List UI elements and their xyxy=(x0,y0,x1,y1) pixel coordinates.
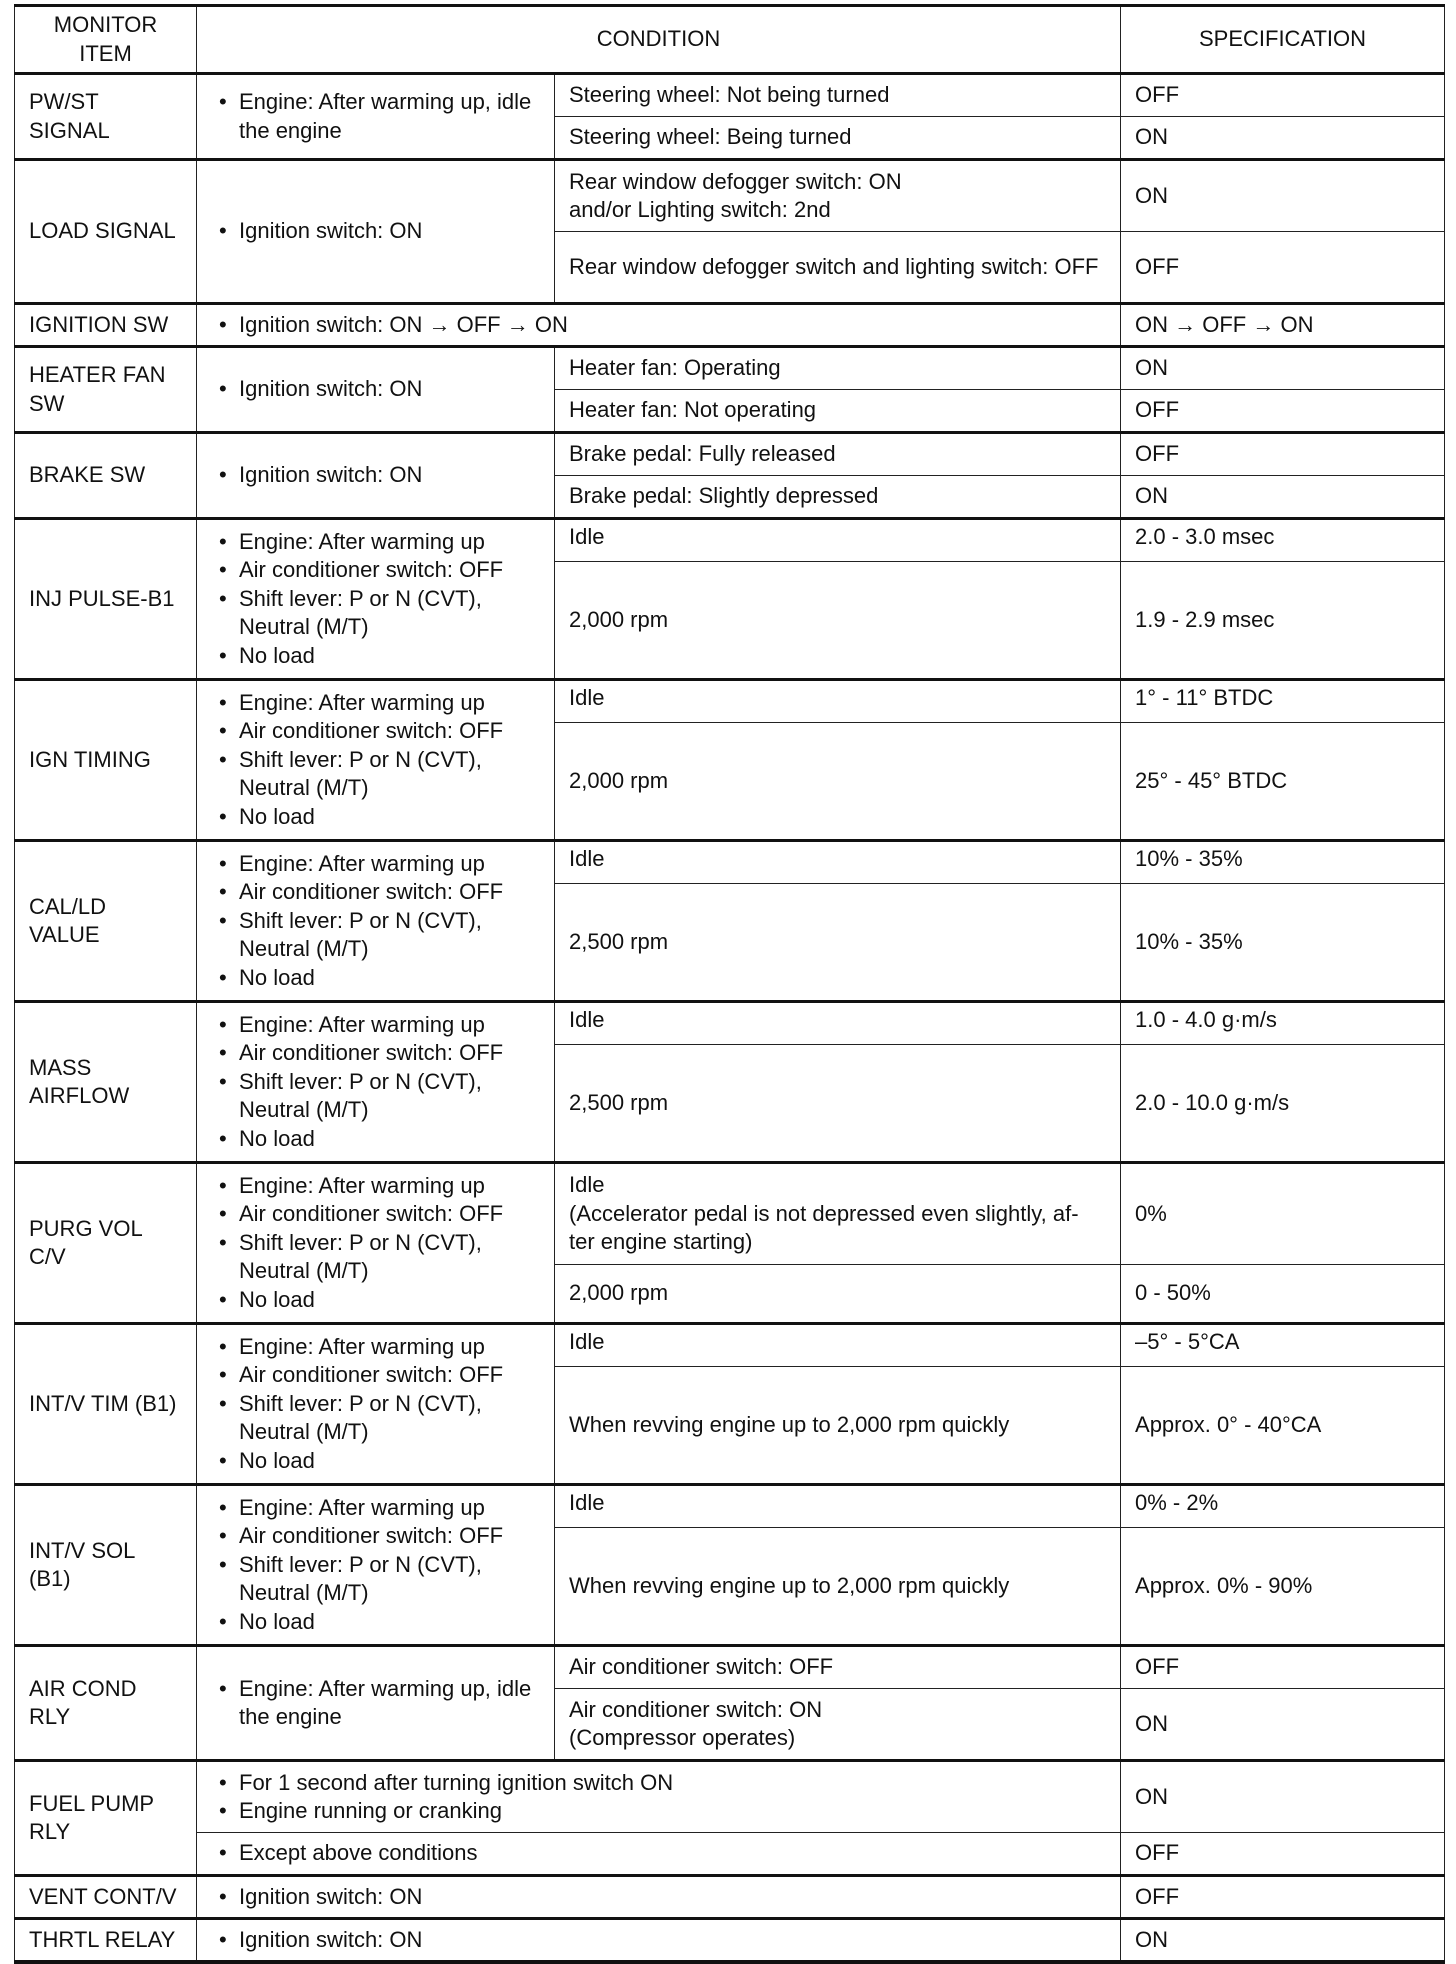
condition-sub: Idle (Accelerator pedal is not depressed even slightly, af- ter engine starting) xyxy=(555,1163,1121,1265)
condition-bullet: • Ignition switch: ON xyxy=(211,461,540,490)
specification-value: 10% - 35% xyxy=(1121,841,1445,884)
specification-value: OFF xyxy=(1121,1876,1445,1919)
specification-value: ON → OFF → ON xyxy=(1121,304,1445,347)
monitor-item: INT/V SOL (B1) xyxy=(15,1485,197,1646)
table-row xyxy=(15,160,1445,232)
condition-bullet: • Engine: After warming up xyxy=(211,1494,540,1523)
specification-value: OFF xyxy=(1121,1833,1445,1876)
specification-value: OFF xyxy=(1121,232,1445,304)
condition-bullet: • Shift lever: P or N (CVT), Neutral (M/T) xyxy=(211,907,540,964)
monitor-item: AIR COND RLY xyxy=(15,1646,197,1761)
condition-sub: When revving engine up to 2,000 rpm quickly xyxy=(555,1528,1121,1646)
condition-sub: Brake pedal: Slightly depressed xyxy=(555,476,1121,519)
condition-main xyxy=(197,304,1121,347)
table-row xyxy=(15,304,1445,347)
specification-value: 25° - 45° BTDC xyxy=(1121,723,1445,841)
specification-value: ON xyxy=(1121,1689,1445,1761)
condition-bullet: • Ignition switch: ON xyxy=(211,217,540,246)
specification-value: ON xyxy=(1121,160,1445,232)
condition-list xyxy=(211,1926,1106,1955)
condition-bullet: • Engine: After warming up xyxy=(211,1333,540,1362)
table-row xyxy=(15,1163,1445,1265)
condition-bullet: • Engine: After warming up xyxy=(211,850,540,879)
specification-value: ON xyxy=(1121,347,1445,390)
condition-list xyxy=(211,1172,540,1315)
table-row xyxy=(15,1876,1445,1919)
condition-sub: 2,000 rpm xyxy=(555,1265,1121,1324)
condition-bullet: • Except above conditions xyxy=(211,1839,1106,1868)
condition-sub: Rear window defogger switch: ON and/or Lighting switch: 2nd xyxy=(555,160,1121,232)
specification-value: 0% xyxy=(1121,1163,1445,1265)
condition-list xyxy=(211,1494,540,1637)
condition-sub: When revving engine up to 2,000 rpm quickly xyxy=(555,1367,1121,1485)
monitor-item: THRTL RELAY xyxy=(15,1919,197,1962)
condition-bullet: • No load xyxy=(211,1286,540,1315)
condition-bullet: • For 1 second after turning ignition switch ON xyxy=(211,1769,1106,1798)
table-row xyxy=(15,1324,1445,1367)
condition-bullet: • Engine: After warming up xyxy=(211,528,540,557)
condition-list xyxy=(211,1839,1106,1868)
condition-sub: Idle xyxy=(555,1002,1121,1045)
monitor-item: VENT CONT/V xyxy=(15,1876,197,1919)
table-row xyxy=(15,74,1445,117)
condition-list xyxy=(211,689,540,832)
monitor-item: FUEL PUMP RLY xyxy=(15,1761,197,1876)
monitor-item: LOAD SIGNAL xyxy=(15,160,197,304)
header-specification: SPECIFICATION xyxy=(1121,6,1445,74)
table-row xyxy=(15,519,1445,562)
condition-list xyxy=(211,1883,1106,1912)
monitor-item: PURG VOL C/V xyxy=(15,1163,197,1324)
condition-sub: Air conditioner switch: ON (Compressor operates) xyxy=(555,1689,1121,1761)
condition-bullet: • Shift lever: P or N (CVT), Neutral (M/T) xyxy=(211,1068,540,1125)
table-row xyxy=(15,680,1445,723)
condition-sub: Rear window defogger switch and lighting switch: OFF xyxy=(555,232,1121,304)
condition-sub: Idle xyxy=(555,680,1121,723)
table-row xyxy=(15,347,1445,390)
condition-bullet: • Engine: After warming up, idle the engine xyxy=(211,88,540,145)
condition-sub: Idle xyxy=(555,841,1121,884)
specification-value: 1.9 - 2.9 msec xyxy=(1121,562,1445,680)
condition-sub: Heater fan: Not operating xyxy=(555,390,1121,433)
condition-bullet: • Air conditioner switch: OFF xyxy=(211,1522,540,1551)
condition-bullet: • No load xyxy=(211,803,540,832)
condition-bullet: • Shift lever: P or N (CVT), Neutral (M/T) xyxy=(211,1551,540,1608)
condition-bullet: • Engine: After warming up xyxy=(211,1011,540,1040)
condition-sub: 2,000 rpm xyxy=(555,562,1121,680)
table-row xyxy=(15,1485,1445,1528)
condition-bullet: • Shift lever: P or N (CVT), Neutral (M/T) xyxy=(211,746,540,803)
table-row xyxy=(15,1919,1445,1962)
condition-sub: 2,500 rpm xyxy=(555,1045,1121,1163)
condition-bullet: • Engine: After warming up, idle the engine xyxy=(211,1675,540,1732)
condition-bullet: • Ignition switch: ON xyxy=(211,1883,1106,1912)
condition-sub: Steering wheel: Being turned xyxy=(555,117,1121,160)
specification-value: OFF xyxy=(1121,74,1445,117)
condition-sub: 2,500 rpm xyxy=(555,884,1121,1002)
specification-value: OFF xyxy=(1121,1646,1445,1689)
specification-value: ON xyxy=(1121,476,1445,519)
header-monitor-item: MONITOR ITEM xyxy=(15,6,197,74)
condition-main xyxy=(197,160,555,304)
condition-bullet: • Shift lever: P or N (CVT), Neutral (M/T) xyxy=(211,1390,540,1447)
condition-sub: Brake pedal: Fully released xyxy=(555,433,1121,476)
monitor-item: MASS AIRFLOW xyxy=(15,1002,197,1163)
condition-main xyxy=(197,1761,1121,1833)
condition-bullet: • No load xyxy=(211,642,540,671)
condition-main xyxy=(197,74,555,160)
specification-value: 1.0 - 4.0 g·m/s xyxy=(1121,1002,1445,1045)
table-row xyxy=(15,1002,1445,1045)
condition-list xyxy=(211,1011,540,1154)
condition-list xyxy=(211,375,540,404)
specification-value: 10% - 35% xyxy=(1121,884,1445,1002)
condition-bullet: • Air conditioner switch: OFF xyxy=(211,878,540,907)
condition-main xyxy=(197,519,555,680)
specification-value: –5° - 5°CA xyxy=(1121,1324,1445,1367)
condition-bullet: • Air conditioner switch: OFF xyxy=(211,1361,540,1390)
condition-sub: Heater fan: Operating xyxy=(555,347,1121,390)
specification-value: OFF xyxy=(1121,433,1445,476)
monitor-item: IGNITION SW xyxy=(15,304,197,347)
condition-bullet: • Air conditioner switch: OFF xyxy=(211,1039,540,1068)
condition-main xyxy=(197,1919,1121,1962)
condition-list xyxy=(211,461,540,490)
condition-bullet: • Engine running or cranking xyxy=(211,1797,1106,1826)
condition-main xyxy=(197,1163,555,1324)
specification-value: ON xyxy=(1121,117,1445,160)
condition-main xyxy=(197,680,555,841)
table-row xyxy=(15,1761,1445,1833)
monitor-spec-table xyxy=(14,4,1445,1964)
condition-bullet: • Ignition switch: ON xyxy=(211,375,540,404)
condition-bullet: • Engine: After warming up xyxy=(211,689,540,718)
monitor-item: IGN TIMING xyxy=(15,680,197,841)
condition-main xyxy=(197,841,555,1002)
condition-list xyxy=(211,1769,1106,1826)
condition-list xyxy=(211,1333,540,1476)
condition-main xyxy=(197,1876,1121,1919)
condition-bullet: • No load xyxy=(211,1125,540,1154)
condition-sub: 2,000 rpm xyxy=(555,723,1121,841)
specification-value: Approx. 0% - 90% xyxy=(1121,1528,1445,1646)
condition-main xyxy=(197,433,555,519)
condition-sub: Idle xyxy=(555,1485,1121,1528)
condition-list xyxy=(211,311,1106,340)
condition-main xyxy=(197,1646,555,1761)
specification-value: ON xyxy=(1121,1919,1445,1962)
condition-list xyxy=(211,528,540,671)
condition-main xyxy=(197,347,555,433)
table-row xyxy=(15,841,1445,884)
table-row xyxy=(15,433,1445,476)
condition-bullet: • Air conditioner switch: OFF xyxy=(211,717,540,746)
condition-bullet: • No load xyxy=(211,1608,540,1637)
condition-main xyxy=(197,1002,555,1163)
monitor-item: CAL/LD VALUE xyxy=(15,841,197,1002)
header-condition: CONDITION xyxy=(197,6,1121,74)
condition-main xyxy=(197,1324,555,1485)
condition-bullet: • Engine: After warming up xyxy=(211,1172,540,1201)
condition-sub: Steering wheel: Not being turned xyxy=(555,74,1121,117)
condition-list xyxy=(211,217,540,246)
monitor-item: INT/V TIM (B1) xyxy=(15,1324,197,1485)
monitor-item: PW/ST SIGNAL xyxy=(15,74,197,160)
condition-sub: Air conditioner switch: OFF xyxy=(555,1646,1121,1689)
condition-main xyxy=(197,1833,1121,1876)
specification-value: 2.0 - 3.0 msec xyxy=(1121,519,1445,562)
condition-bullet: • Air conditioner switch: OFF xyxy=(211,556,540,585)
monitor-item: BRAKE SW xyxy=(15,433,197,519)
condition-bullet: • Ignition switch: ON → OFF → ON xyxy=(211,311,1106,340)
condition-bullet: • Shift lever: P or N (CVT), Neutral (M/T) xyxy=(211,1229,540,1286)
specification-value: 0% - 2% xyxy=(1121,1485,1445,1528)
condition-list xyxy=(211,1675,540,1732)
condition-bullet: • No load xyxy=(211,1447,540,1476)
specification-value: 2.0 - 10.0 g·m/s xyxy=(1121,1045,1445,1163)
table-row xyxy=(15,1646,1445,1689)
specification-value: Approx. 0° - 40°CA xyxy=(1121,1367,1445,1485)
monitor-item: INJ PULSE-B1 xyxy=(15,519,197,680)
specification-value: 1° - 11° BTDC xyxy=(1121,680,1445,723)
specification-value: OFF xyxy=(1121,390,1445,433)
condition-bullet: • No load xyxy=(211,964,540,993)
table-row xyxy=(15,1833,1445,1876)
condition-bullet: • Air conditioner switch: OFF xyxy=(211,1200,540,1229)
condition-list xyxy=(211,850,540,993)
condition-sub: Idle xyxy=(555,519,1121,562)
monitor-item: HEATER FAN SW xyxy=(15,347,197,433)
condition-bullet: • Shift lever: P or N (CVT), Neutral (M/T) xyxy=(211,585,540,642)
specification-value: ON xyxy=(1121,1761,1445,1833)
table-header-row xyxy=(15,6,1445,74)
condition-list xyxy=(211,88,540,145)
specification-value: 0 - 50% xyxy=(1121,1265,1445,1324)
condition-sub: Idle xyxy=(555,1324,1121,1367)
condition-bullet: • Ignition switch: ON xyxy=(211,1926,1106,1955)
condition-main xyxy=(197,1485,555,1646)
